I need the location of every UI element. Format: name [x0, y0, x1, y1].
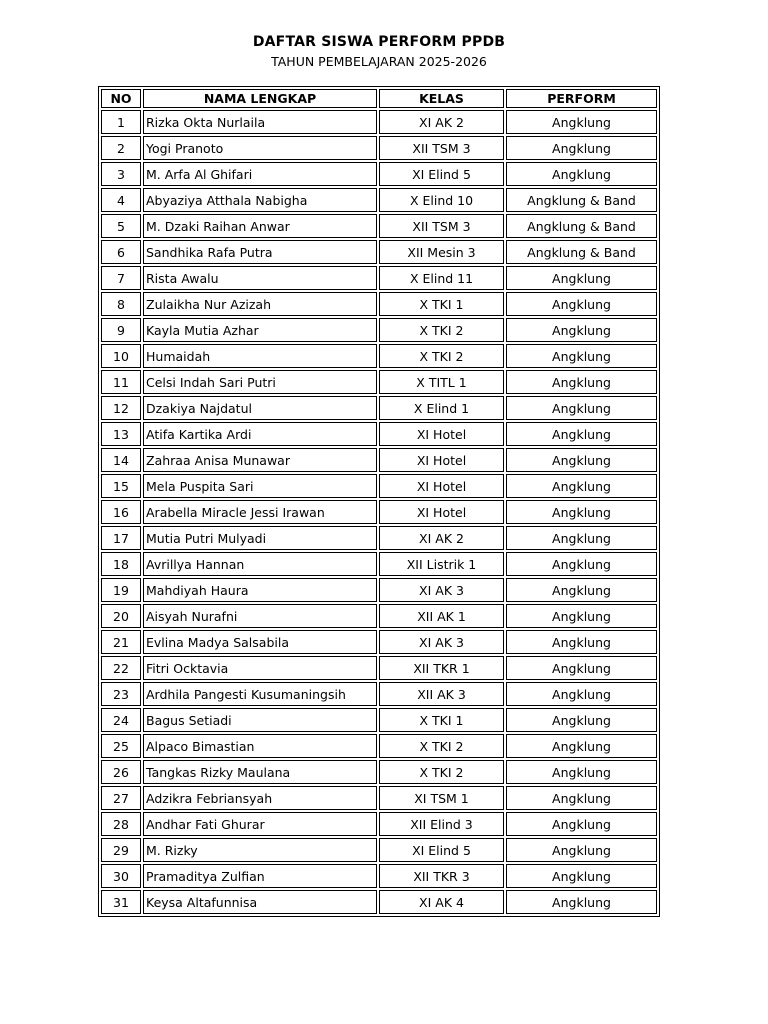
cell-perform: Angklung — [506, 318, 657, 342]
cell-name: Sandhika Rafa Putra — [143, 240, 377, 264]
cell-kelas: XI AK 3 — [379, 578, 504, 602]
header-perform: PERFORM — [506, 89, 657, 108]
cell-perform: Angklung — [506, 474, 657, 498]
cell-kelas: X Elind 1 — [379, 396, 504, 420]
cell-name: Adzikra Febriansyah — [143, 786, 377, 810]
cell-perform: Angklung — [506, 760, 657, 784]
cell-kelas: XI AK 2 — [379, 526, 504, 550]
cell-perform: Angklung — [506, 604, 657, 628]
cell-perform: Angklung — [506, 370, 657, 394]
table-row — [101, 552, 657, 576]
table-row — [101, 760, 657, 784]
table-row — [101, 474, 657, 498]
cell-name: M. Dzaki Raihan Anwar — [143, 214, 377, 238]
cell-no: 28 — [101, 812, 141, 836]
cell-kelas: XII AK 1 — [379, 604, 504, 628]
table-row — [101, 344, 657, 368]
cell-name: Bagus Setiadi — [143, 708, 377, 732]
cell-kelas: XII Mesin 3 — [379, 240, 504, 264]
document-title: DAFTAR SISWA PERFORM PPDB — [252, 34, 506, 50]
table-row — [101, 214, 657, 238]
cell-perform: Angklung & Band — [506, 240, 657, 264]
table-row — [101, 500, 657, 524]
table-row — [101, 136, 657, 160]
cell-kelas: XI Elind 5 — [379, 838, 504, 862]
cell-kelas: X TKI 2 — [379, 760, 504, 784]
table-row — [101, 708, 657, 732]
cell-name: M. Arfa Al Ghifari — [143, 162, 377, 186]
cell-no: 1 — [101, 110, 141, 134]
cell-kelas: XI AK 3 — [379, 630, 504, 654]
cell-perform: Angklung — [506, 708, 657, 732]
cell-kelas: X TKI 2 — [379, 734, 504, 758]
table-row — [101, 422, 657, 446]
cell-name: Zulaikha Nur Azizah — [143, 292, 377, 316]
table-row — [101, 188, 657, 212]
header-name: NAMA LENGKAP — [143, 89, 377, 108]
cell-no: 17 — [101, 526, 141, 550]
cell-no: 26 — [101, 760, 141, 784]
cell-name: Rista Awalu — [143, 266, 377, 290]
cell-perform: Angklung — [506, 656, 657, 680]
cell-perform: Angklung — [506, 110, 657, 134]
header-kelas: KELAS — [379, 89, 504, 108]
table-row — [101, 266, 657, 290]
table-row — [101, 448, 657, 472]
cell-name: Mela Puspita Sari — [143, 474, 377, 498]
cell-kelas: X Elind 11 — [379, 266, 504, 290]
cell-no: 29 — [101, 838, 141, 862]
table-row — [101, 786, 657, 810]
cell-no: 9 — [101, 318, 141, 342]
cell-name: Andhar Fati Ghurar — [143, 812, 377, 836]
cell-perform: Angklung — [506, 136, 657, 160]
header-no: NO — [101, 89, 141, 108]
cell-no: 23 — [101, 682, 141, 706]
table-row — [101, 604, 657, 628]
cell-kelas: XI TSM 1 — [379, 786, 504, 810]
cell-no: 20 — [101, 604, 141, 628]
cell-name: Atifa Kartika Ardi — [143, 422, 377, 446]
cell-name: Pramaditya Zulfian — [143, 864, 377, 888]
table-row — [101, 110, 657, 134]
cell-perform: Angklung — [506, 526, 657, 550]
cell-perform: Angklung — [506, 500, 657, 524]
cell-perform: Angklung — [506, 734, 657, 758]
cell-no: 8 — [101, 292, 141, 316]
cell-no: 19 — [101, 578, 141, 602]
table-row — [101, 656, 657, 680]
student-table — [98, 86, 660, 917]
table-row — [101, 318, 657, 342]
table-row — [101, 838, 657, 862]
cell-kelas: XII Listrik 1 — [379, 552, 504, 576]
cell-kelas: XII TKR 3 — [379, 864, 504, 888]
table-row — [101, 240, 657, 264]
cell-no: 6 — [101, 240, 141, 264]
cell-kelas: XI AK 4 — [379, 890, 504, 914]
document-subtitle: TAHUN PEMBELAJARAN 2025-2026 — [271, 54, 487, 69]
cell-name: Avrillya Hannan — [143, 552, 377, 576]
cell-name: Yogi Pranoto — [143, 136, 377, 160]
cell-kelas: XI Hotel — [379, 474, 504, 498]
cell-perform: Angklung — [506, 838, 657, 862]
table-row — [101, 162, 657, 186]
cell-no: 3 — [101, 162, 141, 186]
cell-perform: Angklung — [506, 890, 657, 914]
cell-kelas: X TKI 1 — [379, 708, 504, 732]
table-row — [101, 864, 657, 888]
cell-perform: Angklung — [506, 786, 657, 810]
cell-name: Abyaziya Atthala Nabigha — [143, 188, 377, 212]
cell-name: Dzakiya Najdatul — [143, 396, 377, 420]
cell-no: 14 — [101, 448, 141, 472]
cell-no: 12 — [101, 396, 141, 420]
table-row — [101, 812, 657, 836]
cell-no: 22 — [101, 656, 141, 680]
cell-name: Mutia Putri Mulyadi — [143, 526, 377, 550]
cell-perform: Angklung — [506, 630, 657, 654]
cell-no: 10 — [101, 344, 141, 368]
cell-name: Evlina Madya Salsabila — [143, 630, 377, 654]
cell-name: Celsi Indah Sari Putri — [143, 370, 377, 394]
cell-perform: Angklung — [506, 292, 657, 316]
cell-name: Zahraa Anisa Munawar — [143, 448, 377, 472]
cell-kelas: XI AK 2 — [379, 110, 504, 134]
cell-name: Kayla Mutia Azhar — [143, 318, 377, 342]
cell-perform: Angklung — [506, 162, 657, 186]
cell-kelas: XII AK 3 — [379, 682, 504, 706]
cell-kelas: XI Hotel — [379, 448, 504, 472]
cell-kelas: X TKI 1 — [379, 292, 504, 316]
cell-kelas: X TKI 2 — [379, 344, 504, 368]
cell-no: 15 — [101, 474, 141, 498]
table-row — [101, 890, 657, 914]
cell-kelas: XI Elind 5 — [379, 162, 504, 186]
cell-no: 4 — [101, 188, 141, 212]
table-row — [101, 630, 657, 654]
cell-no: 25 — [101, 734, 141, 758]
cell-perform: Angklung & Band — [506, 214, 657, 238]
cell-kelas: XII Elind 3 — [379, 812, 504, 836]
cell-perform: Angklung — [506, 396, 657, 420]
cell-perform: Angklung — [506, 578, 657, 602]
cell-no: 5 — [101, 214, 141, 238]
table-row — [101, 292, 657, 316]
cell-name: Keysa Altafunnisa — [143, 890, 377, 914]
cell-no: 24 — [101, 708, 141, 732]
cell-name: Alpaco Bimastian — [143, 734, 377, 758]
cell-no: 16 — [101, 500, 141, 524]
table-header-row — [101, 89, 657, 108]
table-row — [101, 734, 657, 758]
table-body — [101, 110, 657, 914]
table-row — [101, 682, 657, 706]
cell-kelas: XII TSM 3 — [379, 136, 504, 160]
cell-perform: Angklung — [506, 422, 657, 446]
cell-no: 31 — [101, 890, 141, 914]
cell-kelas: XI Hotel — [379, 422, 504, 446]
cell-kelas: X TKI 2 — [379, 318, 504, 342]
cell-name: Arabella Miracle Jessi Irawan — [143, 500, 377, 524]
cell-perform: Angklung — [506, 266, 657, 290]
cell-kelas: X TITL 1 — [379, 370, 504, 394]
table-row — [101, 370, 657, 394]
cell-no: 2 — [101, 136, 141, 160]
cell-name: Fitri Ocktavia — [143, 656, 377, 680]
cell-perform: Angklung — [506, 812, 657, 836]
cell-no: 18 — [101, 552, 141, 576]
cell-perform: Angklung — [506, 864, 657, 888]
cell-no: 7 — [101, 266, 141, 290]
cell-name: M. Rizky — [143, 838, 377, 862]
cell-no: 27 — [101, 786, 141, 810]
cell-kelas: XII TSM 3 — [379, 214, 504, 238]
cell-name: Rizka Okta Nurlaila — [143, 110, 377, 134]
table-row — [101, 396, 657, 420]
cell-no: 13 — [101, 422, 141, 446]
cell-kelas: XI Hotel — [379, 500, 504, 524]
cell-name: Aisyah Nurafni — [143, 604, 377, 628]
cell-no: 30 — [101, 864, 141, 888]
table-row — [101, 526, 657, 550]
cell-kelas: XII TKR 1 — [379, 656, 504, 680]
cell-name: Ardhila Pangesti Kusumaningsih — [143, 682, 377, 706]
cell-no: 11 — [101, 370, 141, 394]
cell-name: Mahdiyah Haura — [143, 578, 377, 602]
cell-perform: Angklung — [506, 552, 657, 576]
cell-no: 21 — [101, 630, 141, 654]
cell-kelas: X Elind 10 — [379, 188, 504, 212]
cell-perform: Angklung — [506, 344, 657, 368]
cell-perform: Angklung — [506, 682, 657, 706]
cell-perform: Angklung & Band — [506, 188, 657, 212]
cell-perform: Angklung — [506, 448, 657, 472]
cell-name: Humaidah — [143, 344, 377, 368]
cell-name: Tangkas Rizky Maulana — [143, 760, 377, 784]
table-row — [101, 578, 657, 602]
